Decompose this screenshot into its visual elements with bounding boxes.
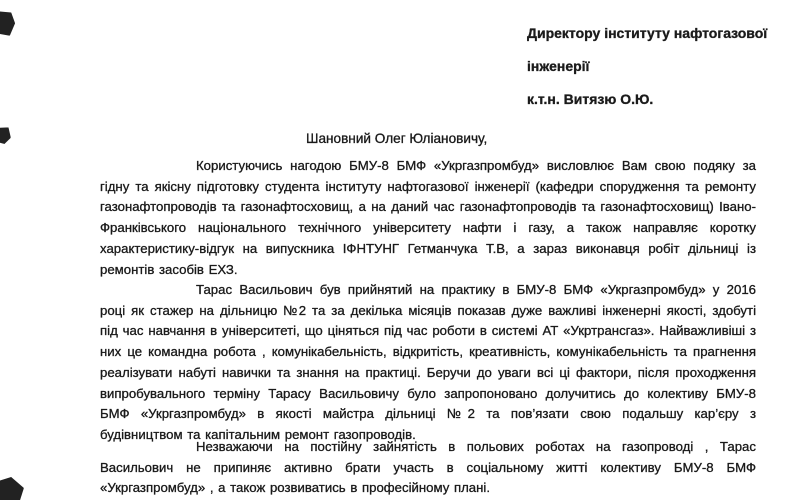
recipient-block bbox=[527, 26, 767, 125]
recipient-line-2: інженерії bbox=[527, 58, 590, 74]
recipient-line-1: Директору інституту нафтогазової bbox=[527, 25, 768, 41]
scan-artifact-top-left bbox=[0, 9, 17, 37]
salutation: Шановний Олег Юліановичу, bbox=[306, 131, 488, 146]
letter-paragraph-1: Користуючись нагодою БМУ-8 БМФ «Укргазпромбуд» висловлює Вам свою подяку за гідну та якісну підготовку студента інституту нафтогазової інженерії (кафедри спорудження та ремонту газонафтопроводів та газонафтосховищ, а на даний час газонафтопроводів та газонафтосховищ) Івано-Франківського національного технічного університету нафти і газу, а також направляє коротку характеристику-відгук на випускника ІФНТУНГ Гетманчука Т.В, а зараз виконавця робіт дільниці із ремонтів засобів ЕХЗ. bbox=[100, 158, 756, 277]
letter-paragraph-2: Тарас Васильович був прийнятий на практику в БМУ-8 БМФ «Укргазпромбуд» у 2016 році як стажер на дільницю №2 та за декілька місяців показав дуже важливі інженерні якості, здобуті під час навчання в університеті, що ціняться під час роботи в системі АТ «Укртрансгаз». Найважливіші з них це командна робота , комунікабельність, відкритість, креативність, комунікабельність та прагнення реалізувати набуті навички та знання на практиці. Беручи до уваги всі ці фактори, після проходження випробувального терміну Тарасу Васильовичу було запропоновано долучитись до колективу БМУ-8 БМФ «Укргазпромбуд» в якості майстра дільниці №2 та пов’язати свою подальшу кар’єру з будівництвом та капітальним ремонт газопроводів. bbox=[100, 282, 756, 442]
recipient-line-3: к.т.н. Витязю О.Ю. bbox=[527, 91, 654, 107]
letter-paragraph-3: Незважаючи на постійну зайнятість в польових роботах на газопроводі , Тарас Васильович не припиняє активно брати участь в соціальному житті колективу БМУ-8 БМФ «Укргазпромбуд» , а також розвиватись в професійному плані. bbox=[100, 439, 756, 496]
scan-artifact-mid-left bbox=[0, 126, 12, 144]
scan-artifact-bottom-left bbox=[0, 476, 25, 500]
